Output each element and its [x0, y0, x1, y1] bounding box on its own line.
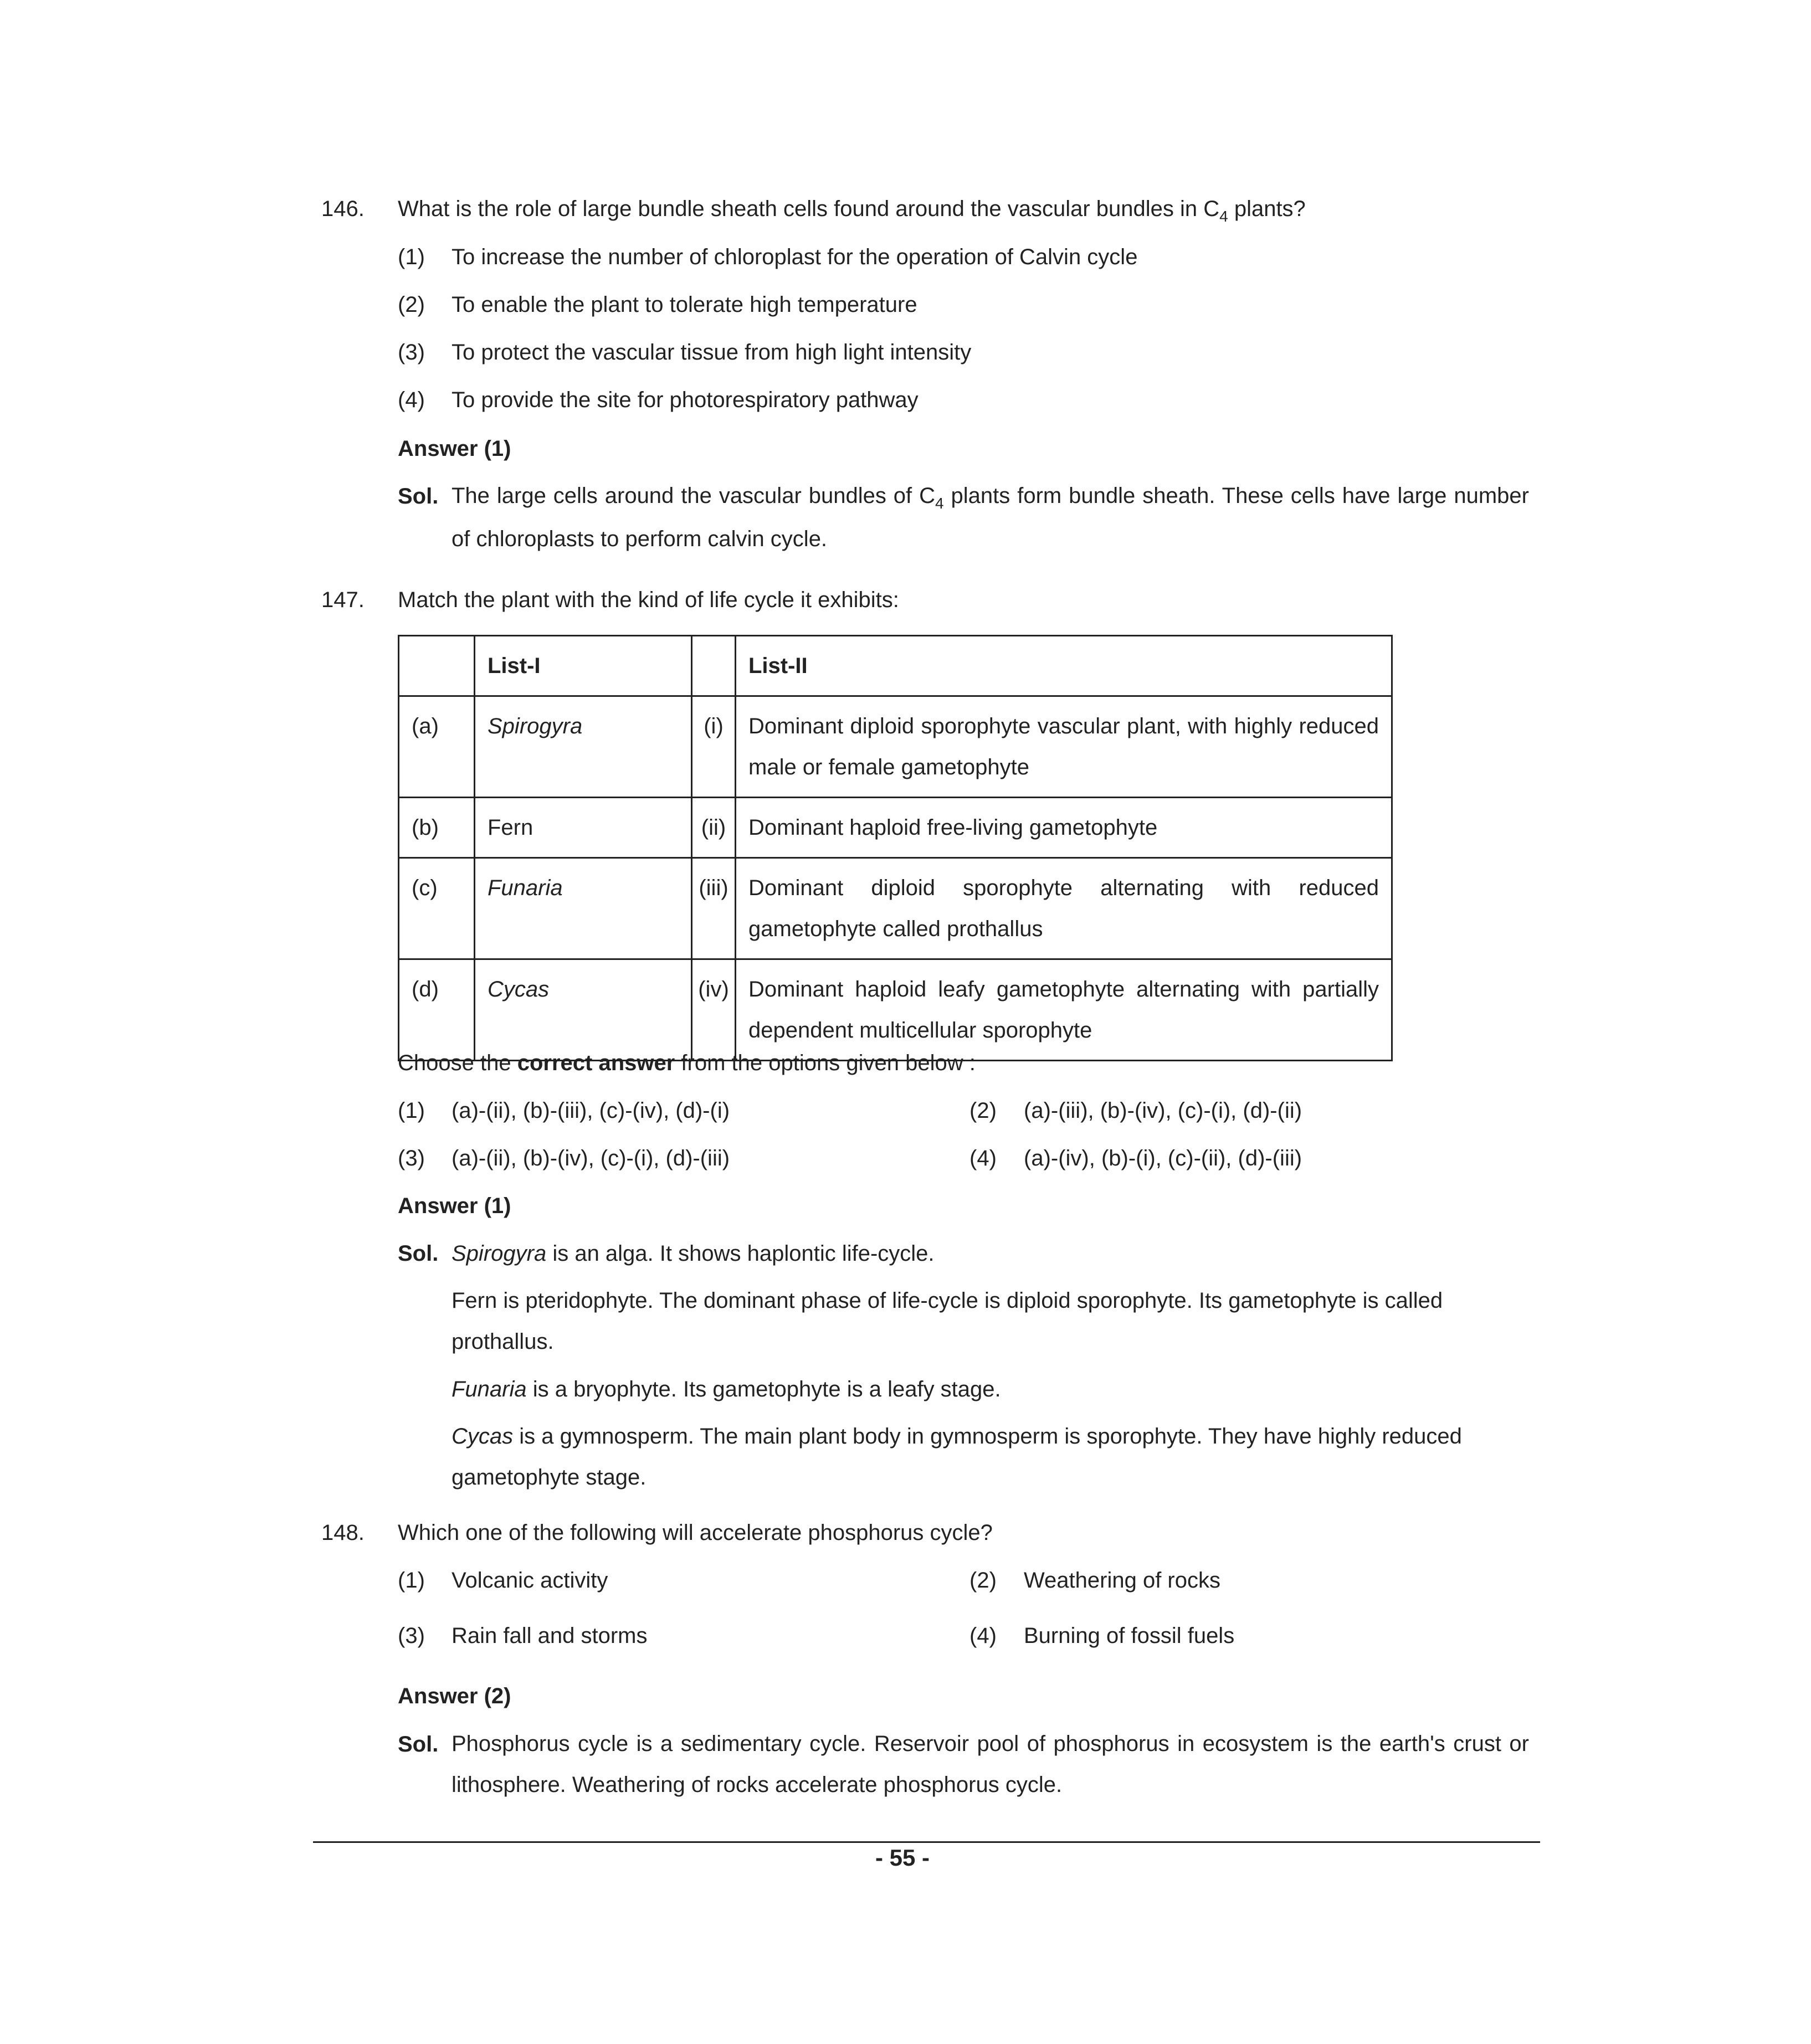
instruction-part: Choose the — [398, 1051, 517, 1075]
solution-text — [452, 1416, 1529, 1498]
option-text: (a)-(iv), (b)-(i), (c)-(ii), (d)-(iii) — [1024, 1146, 1302, 1170]
option-number: (1) — [398, 1568, 425, 1593]
option-number: (1) — [398, 245, 425, 269]
option-number: (3) — [398, 1146, 425, 1170]
solution-label: Sol. — [398, 1241, 439, 1266]
plant-name: Cycas — [475, 959, 692, 1061]
question-text: Which one of the following will accelerate phosphorus cycle? — [398, 1521, 993, 1545]
plant-name: Funaria — [452, 1377, 527, 1401]
instruction-part: from the options given below : — [675, 1051, 976, 1075]
option-number: (2) — [398, 292, 425, 317]
option-text: Volcanic activity — [452, 1568, 608, 1593]
question-text-part: plants? — [1228, 197, 1306, 221]
option-text: To protect the vascular tissue from high light intensity — [452, 340, 972, 364]
life-cycle-description: Dominant diploid sporophyte alternating with reduced gametophyte called prothallus — [736, 858, 1392, 959]
list1-header: List-I — [475, 636, 692, 696]
solution-text: Phosphorus cycle is a sedimentary cycle. Reservoir pool of phosphorus in ecosystem is the earth's crust or lithosphere. Weathering of rocks accelerate phosphorus cycle. — [452, 1732, 1529, 1797]
question-text — [398, 197, 1306, 225]
option-number: (2) — [969, 1568, 997, 1593]
solution-text-part: is an alga. It shows haplontic life-cycle. — [546, 1241, 935, 1266]
row-letter: (c) — [399, 858, 475, 959]
life-cycle-description: Dominant haploid free-living gametophyte — [736, 798, 1392, 858]
match-table — [398, 635, 1393, 1061]
option-text: Burning of fossil fuels — [1024, 1624, 1235, 1648]
option-number: (4) — [398, 388, 425, 412]
question-number: 147. — [321, 588, 365, 612]
row-roman: (ii) — [692, 798, 736, 858]
question-number: 148. — [321, 1521, 365, 1545]
option-text: To provide the site for photorespiratory pathway — [452, 388, 919, 412]
answer-label: Answer (1) — [398, 1194, 511, 1218]
footer-divider — [313, 1841, 1540, 1843]
solution-text-part: The large cells around the vascular bundles of C — [452, 484, 935, 508]
row-letter: (b) — [399, 798, 475, 858]
row-roman: (iv) — [692, 959, 736, 1061]
solution-label: Sol. — [398, 1732, 439, 1757]
instruction-bold: correct answer — [517, 1051, 675, 1075]
question-text-part: What is the role of large bundle sheath cells found around the vascular bundles in C — [398, 197, 1220, 221]
option-number: (1) — [398, 1098, 425, 1123]
subscript: 4 — [1219, 208, 1228, 225]
solution-text — [452, 1241, 935, 1266]
option-text: To increase the number of chloroplast for the operation of Calvin cycle — [452, 245, 1138, 269]
plant-name: Fern — [475, 798, 692, 858]
table-cell — [692, 636, 736, 696]
solution-text — [452, 1377, 1001, 1402]
option-number: (3) — [398, 1624, 425, 1648]
plant-name: Funaria — [475, 858, 692, 959]
option-text: (a)-(ii), (b)-(iii), (c)-(iv), (d)-(i) — [452, 1098, 730, 1123]
table-row — [399, 959, 1392, 1061]
solution-label: Sol. — [398, 484, 439, 509]
question-text: Match the plant with the kind of life cycle it exhibits: — [398, 588, 899, 612]
life-cycle-description: Dominant haploid leafy gametophyte alternating with partially dependent multicellular sporophyte — [736, 959, 1392, 1061]
table-row — [399, 858, 1392, 959]
solution-text-part: is a gymnosperm. The main plant body in gymnosperm is sporophyte. They have highly reduced gametophyte stage. — [452, 1424, 1462, 1490]
table-header-row — [399, 636, 1392, 696]
row-roman: (i) — [692, 696, 736, 798]
option-number: (2) — [969, 1098, 997, 1123]
option-number: (3) — [398, 340, 425, 364]
list2-header: List-II — [736, 636, 1392, 696]
question-number: 146. — [321, 197, 365, 221]
option-text: (a)-(ii), (b)-(iv), (c)-(i), (d)-(iii) — [452, 1146, 730, 1170]
row-letter: (d) — [399, 959, 475, 1061]
table-cell — [399, 636, 475, 696]
option-text: Rain fall and storms — [452, 1624, 648, 1648]
subscript: 4 — [935, 495, 944, 512]
table-row — [399, 798, 1392, 858]
solution-text-part: is a bryophyte. Its gametophyte is a leafy stage. — [526, 1377, 1001, 1401]
option-number: (4) — [969, 1146, 997, 1170]
option-text: (a)-(iii), (b)-(iv), (c)-(i), (d)-(ii) — [1024, 1098, 1302, 1123]
page-number: - 55 - — [875, 1845, 930, 1871]
option-text: Weathering of rocks — [1024, 1568, 1220, 1593]
option-text: To enable the plant to tolerate high temperature — [452, 292, 917, 317]
solution-text-part: plants form bundle sheath. These cells have large number of chloroplasts to perform calvin cycle. — [452, 484, 1529, 551]
table-row — [399, 696, 1392, 798]
plant-name: Cycas — [452, 1424, 514, 1449]
plant-name: Spirogyra — [475, 696, 692, 798]
row-letter: (a) — [399, 696, 475, 798]
life-cycle-description: Dominant diploid sporophyte vascular plant, with highly reduced male or female gametophyte — [736, 696, 1392, 798]
plant-name: Spirogyra — [452, 1241, 547, 1266]
answer-label: Answer (2) — [398, 1684, 511, 1708]
solution-text: Fern is pteridophyte. The dominant phase of life-cycle is diploid sporophyte. Its gametophyte is called prothallus. — [452, 1288, 1443, 1354]
instruction-text — [398, 1051, 976, 1076]
answer-label: Answer (1) — [398, 436, 511, 461]
solution-text — [452, 475, 1529, 559]
row-roman: (iii) — [692, 858, 736, 959]
option-number: (4) — [969, 1624, 997, 1648]
